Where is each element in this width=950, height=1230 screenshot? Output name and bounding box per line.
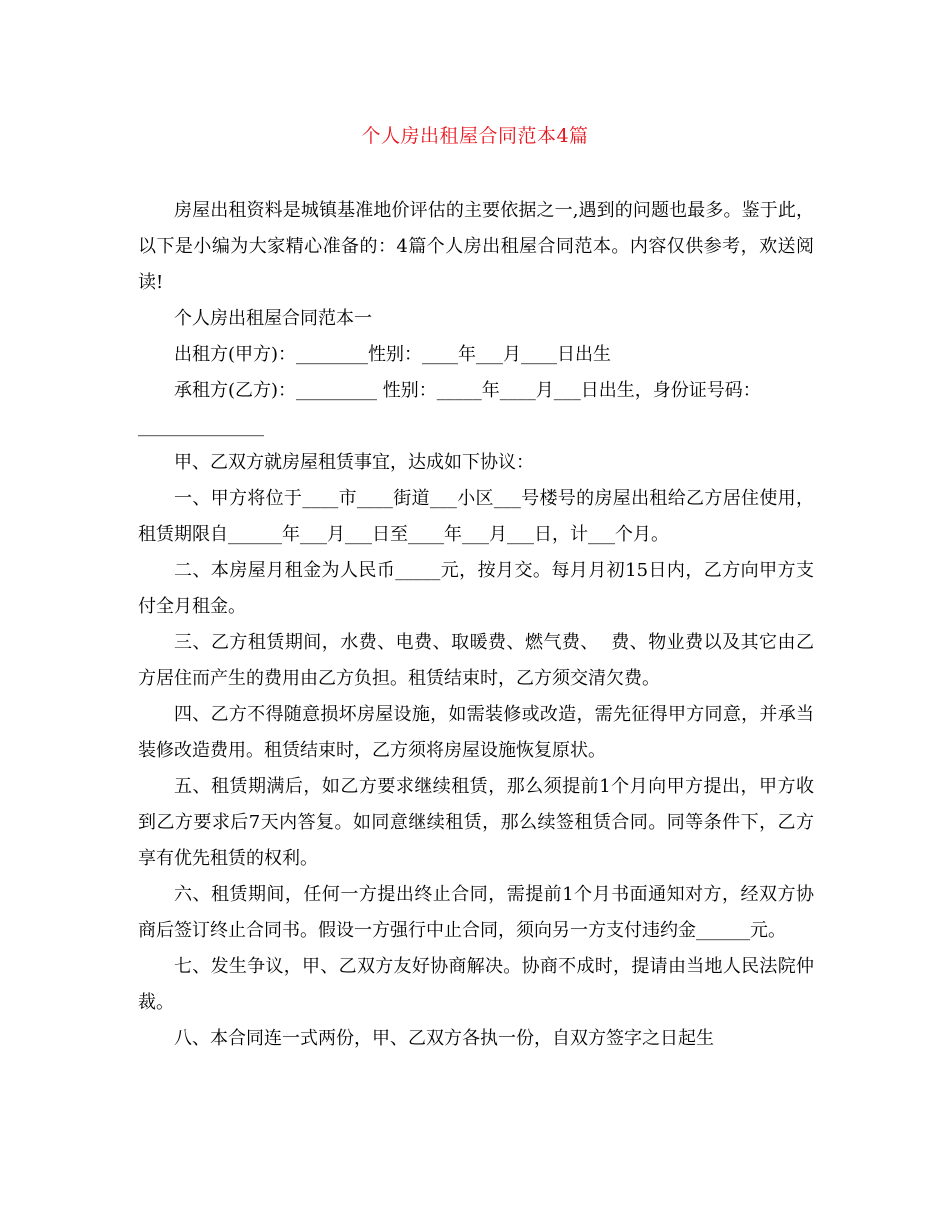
intro-paragraph: 房屋出租资料是城镇基准地价评估的主要依据之一,遇到的问题也最多。鉴于此，以下是小编为大家精心准备的：4篇个人房出租屋合同范本。内容仅供参考，欢送阅读! [138,200,814,293]
party-b-id-blank: ______________ [138,416,264,437]
clause-2: 二、本房屋月租金为人民币_____元，按月交。每月月初15日内，乙方向甲方支付全月租金。 [138,560,814,617]
clause-6: 六、租赁期间，任何一方提出终止合同，需提前1个月书面通知对方，经双方协商后签订终止合同书。假设一方强行中止合同，须向另一方支付违约金______元。 [138,884,814,941]
clause-4: 四、乙方不得随意损坏房屋设施，如需装修或改造，需先征得甲方同意，并承当装修改造费用。租赁结束时，乙方须将房屋设施恢复原状。 [138,704,814,761]
clause-3: 三、乙方租赁期间，水费、电费、取暖费、燃气费、 费、物业费以及其它由乙方居住而产生的费用由乙方负担。租赁结束时，乙方须交清欠费。 [138,632,814,689]
clause-1: 一、甲方将位于____市____街道___小区___号楼号的房屋出租给乙方居住使用，租赁期限自______年___月___日至____年___月___日，计___个月。 [138,488,814,545]
clause-7: 七、发生争议，甲、乙双方友好协商解决。协商不成时，提请由当地人民法院仲裁。 [138,956,814,1013]
clause-5: 五、租赁期满后，如乙方要求继续租赁，那么须提前1个月向甲方提出，甲方收到乙方要求后7天内答复。如同意继续租赁，那么续签租赁合同。同等条件下，乙方享有优先租赁的权利。 [138,776,814,869]
section-heading: 个人房出租屋合同范本一 [174,308,372,329]
document-title: 个人房出租屋合同范本4篇 [361,125,589,147]
agreement-intro: 甲、乙双方就房屋租赁事宜，达成如下协议： [174,452,534,473]
party-a-line: 出租方(甲方)：________性别：____年___月____日出生 [174,344,612,365]
document-body [138,193,814,1057]
party-b-line: 承租方(乙方)：_________ 性别：_____年____月___日出生，身份证号码： [174,380,761,401]
clause-8: 八、本合同连一式两份，甲、乙双方各执一份，自双方签字之日起生 [174,1028,714,1049]
